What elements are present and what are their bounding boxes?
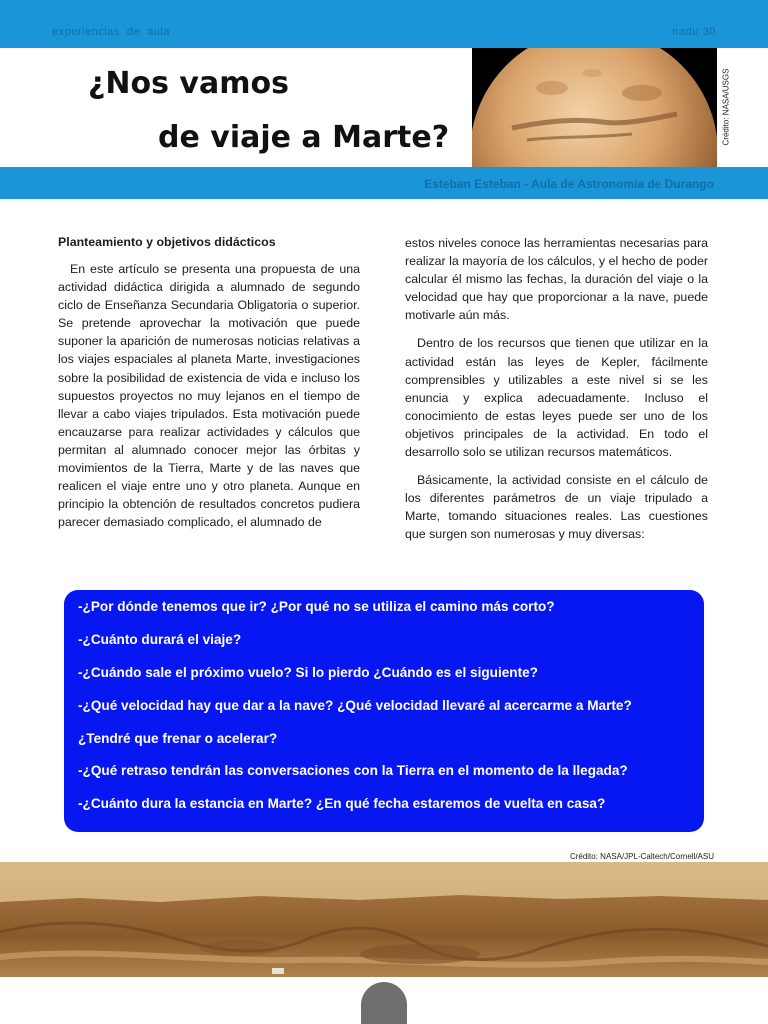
author-byline: Esteban Esteban - Aula de Astronomía de Durango <box>424 177 714 191</box>
body-paragraph: estos niveles conoce las herramientas necesarias para realizar la mayoría de los cálculos, y el hecho de poder calcular él mismo las fechas, la duración del viaje o la velocidad que hay que proporcionar a la nave, puede motivarle aún más. <box>405 236 708 323</box>
question-item: -¿Cuánto dura la estancia en Marte? ¿En qué fecha estaremos de vuelta en casa? <box>78 796 606 812</box>
question-item: ¿Tendré que frenar o acelerar? <box>78 730 278 746</box>
issue-label: nadir 30 <box>672 26 716 38</box>
article-column-right <box>405 234 708 554</box>
mars-photo <box>472 48 717 168</box>
body-paragraph: Básicamente, la actividad consiste en el cálculo de los diferentes parámetros de un viaje tripulado a Marte, tomando situaciones reales. Las cuestiones que surgen son numerosas y muy diversas: <box>405 473 708 542</box>
body-paragraph: Dentro de los recursos que tienen que utilizar en la actividad están las leyes de Kepler, fácilmente comprensibles y utilizables a este nivel si se les enuncia y explica adecuadamente. Incluso el conocimiento de estas leyes puede ser uno de los objetivos principales de la actividad. En todo el desarrollo solo se utilizan recursos matemáticos. <box>405 336 708 460</box>
question-item: -¿Qué velocidad hay que dar a la nave? ¿Qué velocidad llevaré al acercarme a Marte? <box>78 697 632 713</box>
body-paragraph: En este artículo se presenta una propuesta de una actividad didáctica dirigida a alumnado de segundo ciclo de Enseñanza Secundaria Obligatoria o superior. Se pretende aprovechar la motivación que puede suponer la aparición de numerosas noticias relativas a los viajes espaciales al planeta Marte, investigaciones sobre la posibilidad de existencia de vida e incluso los supuestos proyectos no muy lejanos en el tiempo de llevar a cabo viajes tripulados. Esta motivación puede encauzarse para realizar actividades y cálculos que permitan al alumnado conocer mejor las órbitas y movimientos de la Tierra, Marte y de las naves que realicen el viaje entre uno y otro planeta. Aunque en principio la obtención de resultados concretos pudiera parecer demasiado complicado, el alumnado de <box>58 262 360 530</box>
article-title-line-2: de viaje a Marte? <box>158 120 450 155</box>
mars-globe-image <box>472 48 717 168</box>
crater-panorama-image <box>0 862 768 977</box>
section-heading: Planteamiento y objetivos didácticos <box>58 235 276 249</box>
page-tab <box>361 982 407 1024</box>
section-label: experiencias de aula <box>52 26 171 38</box>
mars-photo-credit: Crédito: NASA/USGS <box>721 68 731 146</box>
article-title-line-1: ¿Nos vamos <box>88 66 289 101</box>
author-band <box>0 167 768 199</box>
question-item: -¿Cuándo sale el próximo vuelo? Si lo pierdo ¿Cuándo es el siguiente? <box>78 664 538 680</box>
question-item: -¿Qué retraso tendrán las conversaciones con la Tierra en el momento de la llegada? <box>78 763 628 779</box>
question-item: -¿Por dónde tenemos que ir? ¿Por qué no se utiliza el camino más corto? <box>78 599 555 614</box>
mars-crater-panorama <box>0 862 768 977</box>
article-column-left <box>58 234 360 541</box>
header-band <box>0 0 768 48</box>
questions-box <box>64 590 704 832</box>
question-item: -¿Cuánto durará el viaje? <box>78 631 242 647</box>
panorama-credit: Crédito: NASA/JPL-Caltech/Cornell/ASU <box>569 852 714 861</box>
